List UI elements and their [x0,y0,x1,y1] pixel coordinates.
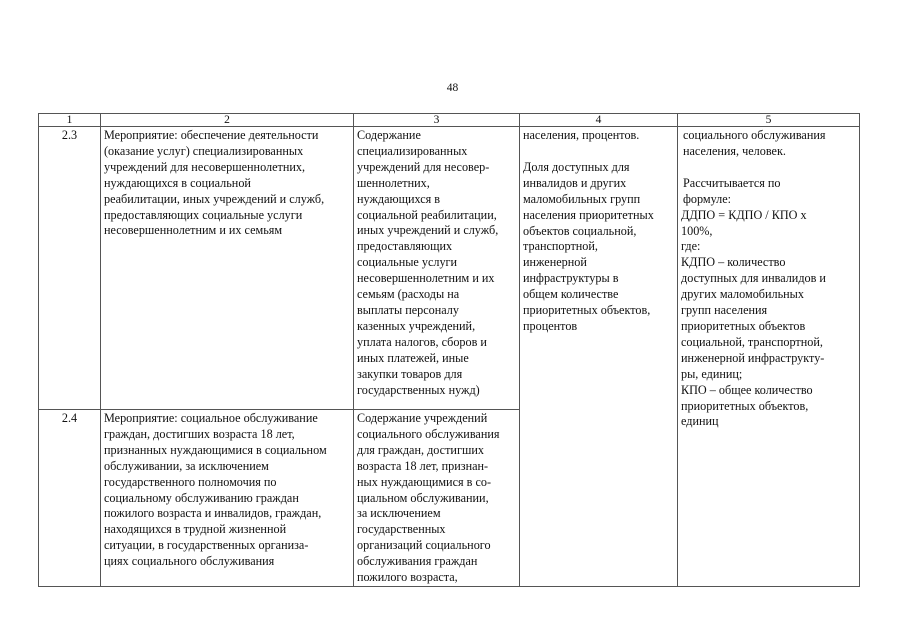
content-text: Содержание специализированных учреждений для несовер- шеннолетних, нуждающихся в социальной реабилитации, иных учреждений и служб, предоставляющих социальные услуги несовершеннолетним и их семьям (расходы на выплаты персоналу казенных учреждений, уплата налогов, сборов и иных платежей, иные закупки товаров для государственных нужд) [357,128,499,397]
header-col-3: 3 [354,114,520,127]
indicator-top-text: населения, процентов. [523,128,640,142]
table-row [39,127,860,410]
row-activity [101,410,354,587]
row-content [354,127,520,410]
formula-intro-text: Рассчитывается по формуле: [683,175,781,206]
activity-text: Мероприятие: обеспечение деятельности (оказание услуг) специализированных учреждений для несовершеннолетних, нуждающихся в социальной реабилитации, иных учреждений и служб, предоставляющих социальные услуги несовершеннолетним и их семьям [104,128,325,238]
content-text: Содержание учреждений социального обслуживания для граждан, достигших возраста 18 лет, признан- ных нуждающимися в со- циальном обслуживании, за исключением государственных организаций социального обслуживания граждан пожилого возраста, [357,411,500,585]
row-content [354,410,520,587]
table-header-row [39,114,860,127]
page-number: 48 [446,82,459,94]
indicator-cell [520,127,678,587]
method-cell [678,127,860,587]
header-col-4: 4 [520,114,678,127]
row-number: 2.3 [39,127,101,410]
activity-text: Мероприятие: социальное обслуживание граждан, достигших возраста 18 лет, признанных нуждающимися в социальном обслуживании, за исключением государственного полномочия по социальному обслуживанию граждан пожилого возраста и инвалидов, граждан, находящихся в трудной жизненной ситуации, в государственных организа- циях социального обслуживания [104,411,327,569]
row-activity [101,127,354,410]
header-col-5: 5 [678,114,860,127]
header-col-1: 1 [39,114,101,127]
method-top-text: социального обслуживания населения, человек. [683,128,826,158]
indicator-text: Доля доступных для инвалидов и других маломобильных групп населения приоритетных объектов социальной, транспортной, инженерной инфраструктуры в общем количестве приоритетных объектов, процентов [523,159,654,333]
row-number: 2.4 [39,410,101,587]
formula-text: ДДПО = КДПО / КПО х 100%, где: КДПО – количество доступных для инвалидов и других маломобильных групп населения приоритетных объектов социальной, транспортной, инженерной инфраструкту- ры, единиц; КПО – общее количество приоритетных объектов, единиц [681,207,826,429]
indicators-table [38,113,860,587]
header-col-2: 2 [101,114,354,127]
